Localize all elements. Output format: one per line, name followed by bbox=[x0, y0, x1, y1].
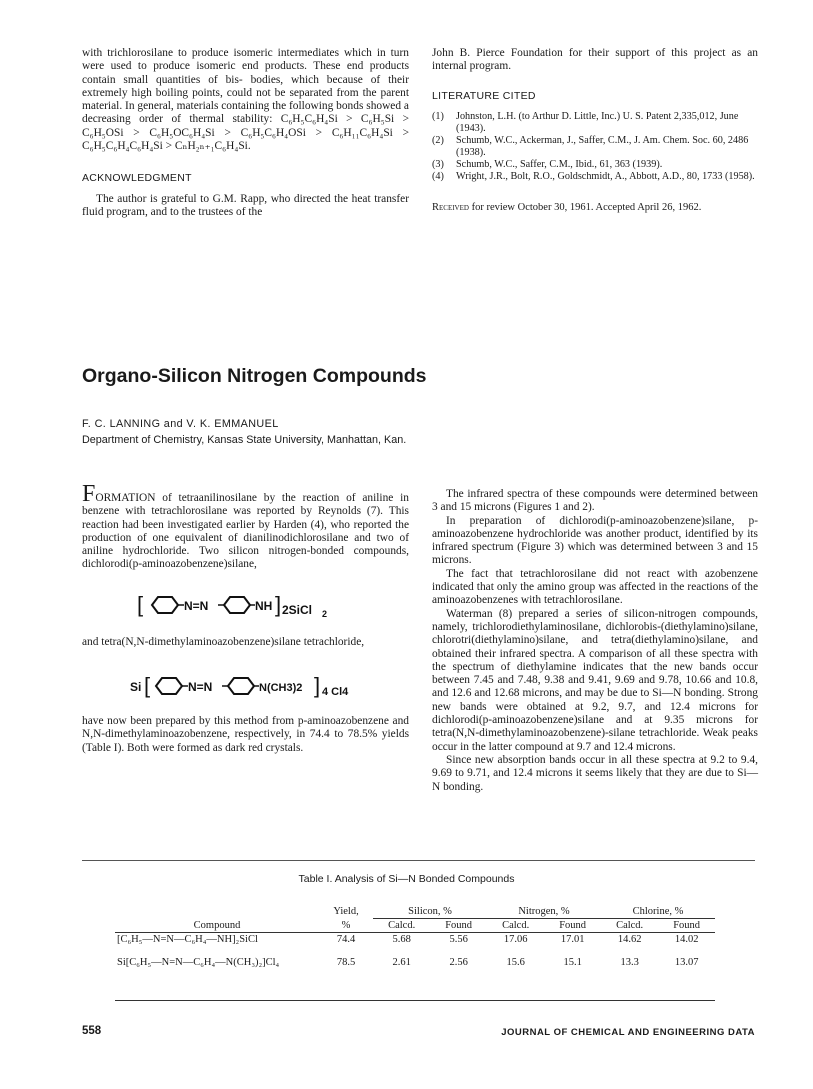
page-number: 558 bbox=[82, 1025, 102, 1037]
formula-1-azo: N=N bbox=[184, 598, 209, 613]
group-nitrogen: Nitrogen, % bbox=[487, 905, 601, 919]
svg-text:]: ] bbox=[275, 591, 282, 617]
literature-cited-heading: LITERATURE CITED bbox=[432, 89, 536, 102]
table-top-rule bbox=[82, 860, 755, 861]
top-left-column bbox=[82, 47, 409, 219]
formula-1-amine: NH bbox=[255, 598, 273, 613]
analysis-table bbox=[115, 905, 715, 969]
prepared-paragraph: have now been prepared by this method from p-aminoazobenzene and N,N-dimethylaminoazobenzene, respectively, in 74.4 to 78.5% yields (Table I). Both were formed as dark red crystals. bbox=[82, 715, 409, 754]
formula-2-dimethylamino: N(CH3)2 bbox=[259, 682, 303, 695]
formula-2-azo: N=N bbox=[188, 680, 213, 695]
svg-text:[: [ bbox=[137, 591, 144, 617]
body-paragraph: The fact that tetrachlorosilane did not react with azobenzene indicated that only the amino group was affected in the reactions of the aminoazobenzenes with tetrachlorosilane. bbox=[432, 567, 758, 607]
group-chlorine: Chlorine, % bbox=[601, 905, 715, 919]
authors: F. C. LANNING and V. K. EMMANUEL bbox=[82, 418, 279, 430]
table-bottom-rule bbox=[115, 1000, 715, 1001]
table-row: [C₆H₅—N=N—C₆H₄—NH]₂SiCl 74.4 5.68 5.56 17.06 17.01 14.62 14.02 bbox=[117, 934, 699, 945]
col-si-found: Found bbox=[430, 919, 487, 933]
table-row: Si[C₆H₅—N=N—C₆H₄—N(CH₃)₂]Cl₄ 78.5 2.61 2.56 15.6 15.1 13.3 13.07 bbox=[117, 957, 699, 968]
reference-list bbox=[432, 111, 758, 183]
body-paragraph: Since new absorption bands occur in all these spectra at 9.2 to 9.4, 9.69 to 9.71, and 12.4 microns it seems likely that they are due to Si—N bonding. bbox=[432, 753, 758, 793]
formula-2-si: Si bbox=[130, 680, 142, 695]
formula-2-structure bbox=[82, 663, 409, 705]
body-paragraph: In preparation of dichlorodi(p-aminoazobenzene)silane, p-aminoazobenzene hydrochloride was another product, identified by its infrared spectrum (Figure 3) which was determined between 3 and 15 microns. bbox=[432, 514, 758, 567]
col-compound: Compound bbox=[115, 919, 319, 933]
body-paragraph: The infrared spectra of these compounds were determined between 3 and 15 microns (Figures 1 and 2). bbox=[432, 488, 758, 514]
formula-1-tail: 2SiCl bbox=[282, 602, 313, 617]
table-caption: Table I. Analysis of Si—N Bonded Compounds bbox=[298, 873, 515, 885]
journal-name: JOURNAL OF CHEMICAL AND ENGINEERING DATA bbox=[501, 1027, 755, 1038]
affiliation: Department of Chemistry, Kansas State University, Manhattan, Kan. bbox=[82, 434, 407, 446]
col-si-calcd: Calcd. bbox=[373, 919, 430, 933]
svg-text:]: ] bbox=[314, 673, 321, 699]
reference-item: (1) Johnston, L.H. (to Arthur D. Little, Inc.) U. S. Patent 2,335,012, June (1943). bbox=[432, 110, 739, 134]
tetra-paragraph: and tetra(N,N-dimethylaminoazobenzene)silane tetrachloride, bbox=[82, 635, 365, 648]
top-right-column bbox=[432, 47, 758, 214]
reference-item: (3) Schumb, W.C., Saffer, C.M., Ibid., 61, 363 (1939). bbox=[432, 158, 663, 170]
continuation-text: John B. Pierce Foundation for their support of this project as an internal program. bbox=[432, 47, 758, 73]
ack-heading: ACKNOWLEDGMENT bbox=[82, 172, 192, 185]
intro-paragraph: FORMATION of tetraanilinosilane by the reaction of aniline in benzene with tetrachlorosilane was reported by Reynolds (7). This reaction had been investigated earlier by Harden (4), who reported the production of one equivalent of dianilinodichlorosilane and two of aniline hydrochloride. Two silicon nitrogen-bonded compounds, dichlorodi(p-aminoazobenzene)silane, bbox=[82, 481, 409, 571]
paragraph-stability: with trichlorosilane to produce isomeric intermediates which in turn were used to produce isomeric end products. These end products contain small quantities of bis- bodies, which because of their extremely high boiling points, could not be separated from the parent material. In general, materials containing the following bonds showed a decreasing order of thermal stability: C₆H₅C₆H₄Si > C₆H₅Si > C₆H₅OSi > C₆H₅OC₆H₄Si > C₆H₅C₆H₄OSi > C₆H₁₁C₆H₄Si > C₆H₅C₆H₄C₆H₄Si > CₙH₂ₙ₊₁C₆H₄Si. bbox=[82, 47, 409, 153]
structural-formula-1 bbox=[82, 582, 409, 624]
formula-2-tail: 4 Cl4 bbox=[322, 686, 349, 699]
formula-1-structure bbox=[82, 582, 409, 624]
left-column bbox=[82, 481, 409, 755]
group-silicon: Silicon, % bbox=[373, 905, 487, 919]
structural-formula-2 bbox=[82, 663, 409, 705]
formula-1-sub: 2 bbox=[322, 608, 328, 619]
body-paragraph: Waterman (8) prepared a series of silicon-nitrogen compounds, namely, trichlorodiethylaminosilane, dichlorobis-(diethylamino)silane, chlorotri(diethylamino)silane, and tetra(diethylamino)silane, and obtained their infrared spectra. A comparison of all these spectra with the spectrum of diethylamine indicates that the new bands occur between 7.45 and 7.48, 9.38 and 9.41, 9.69 and 9.78, 10.66 and 10.8, and 12.6 and 12.68 microns, and may be due to Si—N bonding. Strong new bands were obtained at 9.2, 9.7, and 12.4 microns for dichlorodi(p-aminoazobenzene)silane and at 9.35 microns for tetra(N,N-dimethylaminoazobenzene)-silane tetrachloride. Weak peaks occur in the latter compound at 9.7 and 12.4 microns. bbox=[432, 607, 758, 753]
drop-cap: F bbox=[82, 481, 96, 507]
received-label: Received bbox=[432, 201, 469, 213]
received-line bbox=[432, 201, 758, 214]
col-n-found: Found bbox=[544, 919, 601, 933]
col-yield-label: Yield, bbox=[333, 906, 359, 918]
reference-item: (2) Schumb, W.C., Ackerman, J., Saffer, C.M., J. Am. Chem. Soc. 60, 2486 (1938). bbox=[432, 134, 749, 158]
svg-text:[: [ bbox=[144, 673, 151, 699]
reference-item: (4) Wright, J.R., Bolt, R.O., Goldschmidt, A., Abbott, A.D., 80, 1733 (1958). bbox=[432, 170, 755, 182]
col-cl-calcd: Calcd. bbox=[601, 919, 658, 933]
article-title: Organo-Silicon Nitrogen Compounds bbox=[82, 365, 427, 387]
right-column bbox=[432, 488, 758, 794]
ack-text: The author is grateful to G.M. Rapp, who directed the heat transfer fluid program, and to the trustees of the bbox=[82, 192, 409, 218]
received-text: for review October 30, 1961. Accepted April 26, 1962. bbox=[471, 201, 702, 213]
col-n-calcd: Calcd. bbox=[487, 919, 544, 933]
col-yield-unit: % bbox=[319, 919, 373, 933]
col-cl-found: Found bbox=[658, 919, 715, 933]
